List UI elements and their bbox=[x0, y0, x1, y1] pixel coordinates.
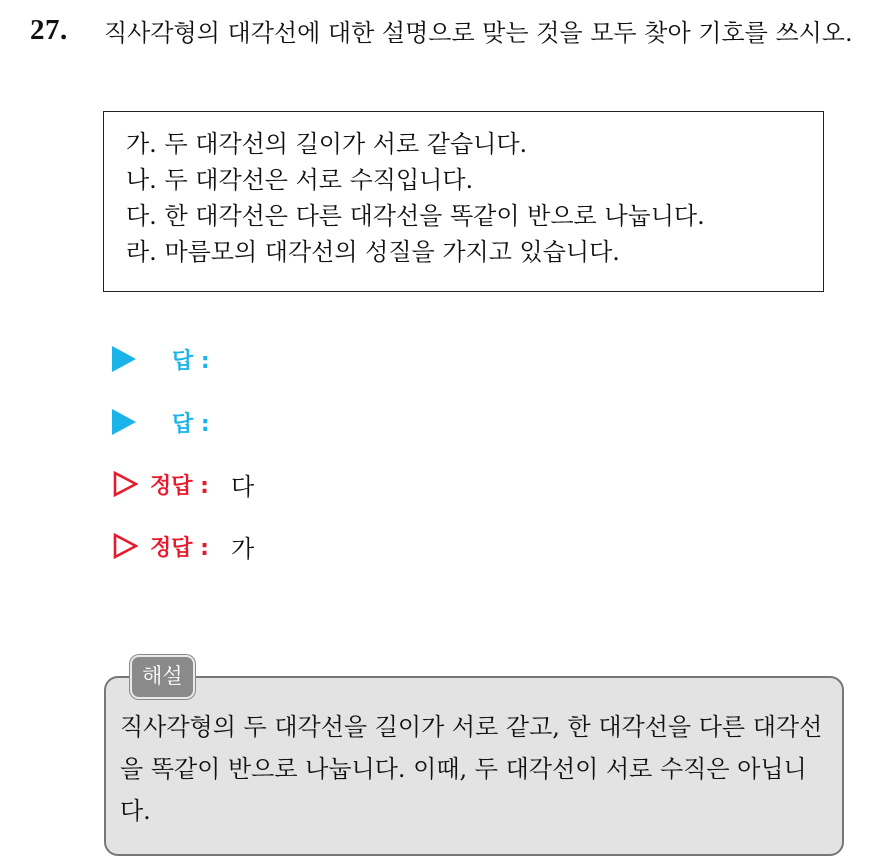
explanation-text: 직사각형의 두 대각선을 길이가 서로 같고, 한 대각선을 다른 대각선을 똑같이 반으로 나눕니다. 이때, 두 대각선이 서로 수직은 아닙니다. bbox=[120, 713, 823, 825]
correct-answer-row-2 bbox=[112, 529, 254, 563]
outline-triangle-icon bbox=[112, 533, 138, 559]
answer-row-2 bbox=[112, 405, 232, 439]
correct-answer-label: 정답 : bbox=[150, 535, 209, 561]
play-triangle-icon bbox=[112, 346, 136, 372]
answer-row-1 bbox=[112, 342, 232, 376]
answer-label: 답 : bbox=[172, 348, 210, 374]
choices-box bbox=[103, 111, 824, 292]
correct-answer-label: 정답 : bbox=[150, 473, 209, 499]
explanation-tag: 해설 bbox=[130, 655, 195, 699]
correct-answer-row-1 bbox=[112, 467, 254, 501]
choice-da: 다. 한 대각선은 다른 대각선을 똑같이 반으로 나눕니다. bbox=[126, 202, 705, 230]
question-text: 직사각형의 대각선에 대한 설명으로 맞는 것을 모두 찾아 기호를 쓰시오. bbox=[104, 19, 853, 47]
outline-triangle-icon bbox=[112, 471, 138, 497]
correct-answer-value: 가 bbox=[230, 534, 255, 563]
choice-ra: 라. 마름모의 대각선의 성질을 가지고 있습니다. bbox=[126, 238, 620, 266]
play-triangle-icon bbox=[112, 409, 136, 435]
question-number: 27. bbox=[30, 14, 68, 46]
correct-answer-value: 다 bbox=[230, 472, 255, 501]
choice-na: 나. 두 대각선은 서로 수직입니다. bbox=[126, 166, 474, 194]
choice-ga: 가. 두 대각선의 길이가 서로 같습니다. bbox=[126, 130, 528, 158]
answer-label: 답 : bbox=[172, 411, 210, 437]
